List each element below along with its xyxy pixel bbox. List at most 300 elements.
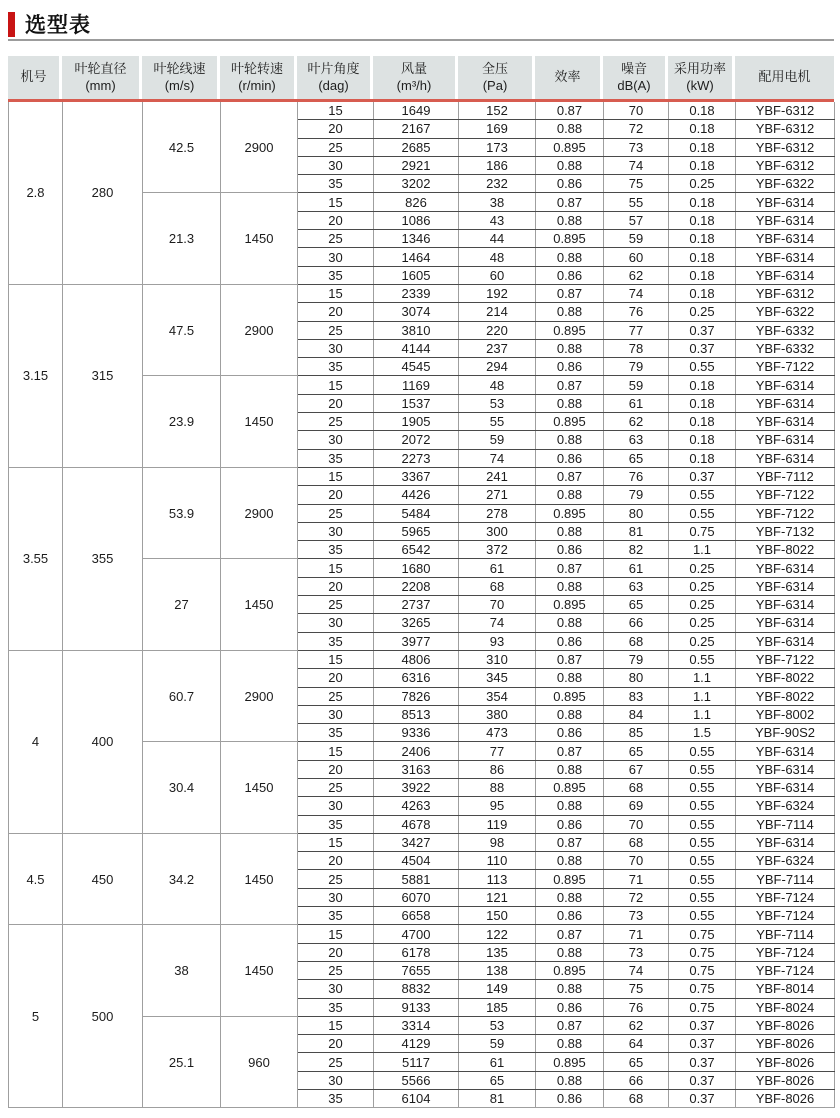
power-cell: 0.25 [669,614,736,632]
blade-angle-cell: 20 [298,943,374,961]
total-pressure-cell: 55 [459,413,536,431]
efficiency-cell: 0.88 [536,339,604,357]
power-cell: 0.18 [669,156,736,174]
noise-cell: 75 [604,980,669,998]
impeller-line-speed-cell: 27 [143,559,221,650]
total-pressure-cell: 53 [459,1016,536,1034]
air-flow-cell: 4806 [374,650,459,668]
air-flow-cell: 5117 [374,1053,459,1071]
efficiency-cell: 0.87 [536,193,604,211]
blade-angle-cell: 25 [298,687,374,705]
total-pressure-cell: 74 [459,614,536,632]
total-pressure-cell: 70 [459,596,536,614]
motor-cell: YBF-7122 [736,358,835,376]
power-cell: 0.37 [669,321,736,339]
table-row [9,284,835,302]
blade-angle-cell: 30 [298,248,374,266]
blade-angle-cell: 30 [298,1071,374,1089]
noise-cell: 72 [604,888,669,906]
power-cell: 1.1 [669,669,736,687]
motor-cell: YBF-7124 [736,888,835,906]
blade-angle-cell: 20 [298,211,374,229]
motor-cell: YBF-6314 [736,230,835,248]
impeller-diameter-cell: 450 [63,833,143,924]
power-cell: 0.25 [669,577,736,595]
blade-angle-cell: 20 [298,394,374,412]
motor-cell: YBF-90S2 [736,724,835,742]
motor-cell: YBF-6322 [736,303,835,321]
selection-table [8,56,834,1108]
total-pressure-cell: 214 [459,303,536,321]
power-cell: 0.25 [669,559,736,577]
efficiency-cell: 0.88 [536,156,604,174]
total-pressure-cell: 48 [459,376,536,394]
efficiency-cell: 0.88 [536,211,604,229]
efficiency-cell: 0.88 [536,120,604,138]
efficiency-cell: 0.88 [536,431,604,449]
motor-cell: YBF-6314 [736,760,835,778]
noise-cell: 80 [604,669,669,687]
noise-cell: 68 [604,778,669,796]
blade-angle-cell: 25 [298,870,374,888]
blade-angle-cell: 35 [298,1090,374,1108]
motor-cell: YBF-8024 [736,998,835,1016]
impeller-rpm-cell: 1450 [221,376,298,467]
motor-cell: YBF-8022 [736,541,835,559]
power-cell: 0.55 [669,504,736,522]
air-flow-cell: 9133 [374,998,459,1016]
air-flow-cell: 8513 [374,705,459,723]
efficiency-cell: 0.87 [536,376,604,394]
air-flow-cell: 6104 [374,1090,459,1108]
column-header-label: 效率 [554,69,581,85]
motor-cell: YBF-6312 [736,102,835,120]
total-pressure-cell: 119 [459,815,536,833]
title-underline [8,39,834,41]
air-flow-cell: 4263 [374,797,459,815]
power-cell: 0.55 [669,833,736,851]
motor-cell: YBF-6314 [736,577,835,595]
impeller-line-speed-cell: 38 [143,925,221,1016]
column-header-impeller-line-speed [142,56,220,99]
blade-angle-cell: 15 [298,193,374,211]
power-cell: 0.18 [669,102,736,120]
impeller-line-speed-cell: 23.9 [143,376,221,467]
table-header-row [8,56,834,99]
column-header-power [668,56,735,99]
blade-angle-cell: 20 [298,852,374,870]
blade-angle-cell: 20 [298,120,374,138]
efficiency-cell: 0.88 [536,888,604,906]
column-header-machine-no [8,56,62,99]
total-pressure-cell: 185 [459,998,536,1016]
motor-cell: YBF-6332 [736,339,835,357]
motor-cell: YBF-8022 [736,687,835,705]
air-flow-cell: 4144 [374,339,459,357]
efficiency-cell: 0.88 [536,1035,604,1053]
power-cell: 0.75 [669,961,736,979]
noise-cell: 68 [604,1090,669,1108]
total-pressure-cell: 43 [459,211,536,229]
noise-cell: 78 [604,339,669,357]
efficiency-cell: 0.87 [536,102,604,120]
air-flow-cell: 4129 [374,1035,459,1053]
total-pressure-cell: 278 [459,504,536,522]
efficiency-cell: 0.88 [536,577,604,595]
motor-cell: YBF-8002 [736,705,835,723]
air-flow-cell: 7655 [374,961,459,979]
noise-cell: 65 [604,1053,669,1071]
air-flow-cell: 1464 [374,248,459,266]
power-cell: 1.1 [669,687,736,705]
efficiency-cell: 0.86 [536,449,604,467]
motor-cell: YBF-6312 [736,156,835,174]
total-pressure-cell: 59 [459,1035,536,1053]
power-cell: 0.55 [669,486,736,504]
impeller-diameter-cell: 500 [63,925,143,1108]
efficiency-cell: 0.895 [536,870,604,888]
efficiency-cell: 0.88 [536,669,604,687]
efficiency-cell: 0.87 [536,559,604,577]
noise-cell: 66 [604,614,669,632]
power-cell: 0.55 [669,778,736,796]
air-flow-cell: 2208 [374,577,459,595]
air-flow-cell: 1649 [374,102,459,120]
noise-cell: 61 [604,559,669,577]
column-header-unit: (Pa) [482,77,508,93]
impeller-line-speed-cell: 47.5 [143,284,221,375]
air-flow-cell: 4504 [374,852,459,870]
column-header-label: 风量 [400,61,427,77]
column-header-efficiency [535,56,603,99]
column-header-unit: (kW) [686,77,714,93]
blade-angle-cell: 30 [298,614,374,632]
motor-cell: YBF-8026 [736,1053,835,1071]
machine-no-cell: 3.55 [9,467,63,650]
impeller-rpm-cell: 2900 [221,284,298,375]
blade-angle-cell: 35 [298,998,374,1016]
efficiency-cell: 0.88 [536,614,604,632]
motor-cell: YBF-6314 [736,431,835,449]
table-row [9,833,835,851]
power-cell: 0.25 [669,596,736,614]
efficiency-cell: 0.86 [536,632,604,650]
blade-angle-cell: 15 [298,925,374,943]
noise-cell: 79 [604,358,669,376]
total-pressure-cell: 135 [459,943,536,961]
efficiency-cell: 0.86 [536,175,604,193]
efficiency-cell: 0.87 [536,742,604,760]
noise-cell: 76 [604,303,669,321]
air-flow-cell: 2685 [374,138,459,156]
total-pressure-cell: 372 [459,541,536,559]
noise-cell: 70 [604,102,669,120]
blade-angle-cell: 15 [298,559,374,577]
air-flow-cell: 6316 [374,669,459,687]
noise-cell: 68 [604,833,669,851]
total-pressure-cell: 65 [459,1071,536,1089]
impeller-rpm-cell: 2900 [221,102,298,193]
power-cell: 0.18 [669,394,736,412]
motor-cell: YBF-6314 [736,778,835,796]
motor-cell: YBF-6314 [736,833,835,851]
noise-cell: 79 [604,650,669,668]
air-flow-cell: 5484 [374,504,459,522]
power-cell: 0.55 [669,760,736,778]
efficiency-cell: 0.895 [536,321,604,339]
total-pressure-cell: 149 [459,980,536,998]
total-pressure-cell: 77 [459,742,536,760]
noise-cell: 71 [604,870,669,888]
blade-angle-cell: 35 [298,632,374,650]
power-cell: 0.18 [669,138,736,156]
blade-angle-cell: 25 [298,596,374,614]
blade-angle-cell: 35 [298,541,374,559]
column-header-label: 配用电机 [758,69,811,85]
total-pressure-cell: 60 [459,266,536,284]
total-pressure-cell: 44 [459,230,536,248]
impeller-diameter-cell: 355 [63,467,143,650]
total-pressure-cell: 173 [459,138,536,156]
air-flow-cell: 3074 [374,303,459,321]
efficiency-cell: 0.86 [536,1090,604,1108]
machine-no-cell: 4 [9,650,63,833]
efficiency-cell: 0.895 [536,230,604,248]
total-pressure-cell: 241 [459,467,536,485]
efficiency-cell: 0.88 [536,705,604,723]
air-flow-cell: 1086 [374,211,459,229]
machine-no-cell: 2.8 [9,102,63,284]
efficiency-cell: 0.88 [536,1071,604,1089]
impeller-line-speed-cell: 30.4 [143,742,221,833]
total-pressure-cell: 345 [459,669,536,687]
blade-angle-cell: 15 [298,1016,374,1034]
air-flow-cell: 1680 [374,559,459,577]
table-row [9,467,835,485]
motor-cell: YBF-6332 [736,321,835,339]
impeller-rpm-cell: 1450 [221,742,298,833]
air-flow-cell: 3427 [374,833,459,851]
column-header-label: 叶轮转速 [230,61,283,77]
power-cell: 0.18 [669,266,736,284]
column-header-label: 叶片角度 [307,61,360,77]
blade-angle-cell: 35 [298,175,374,193]
impeller-rpm-cell: 2900 [221,467,298,558]
efficiency-cell: 0.88 [536,760,604,778]
air-flow-cell: 3314 [374,1016,459,1034]
noise-cell: 74 [604,284,669,302]
air-flow-cell: 6178 [374,943,459,961]
noise-cell: 65 [604,596,669,614]
impeller-diameter-cell: 315 [63,284,143,467]
power-cell: 0.55 [669,358,736,376]
total-pressure-cell: 271 [459,486,536,504]
noise-cell: 83 [604,687,669,705]
blade-angle-cell: 30 [298,156,374,174]
noise-cell: 57 [604,211,669,229]
noise-cell: 63 [604,431,669,449]
impeller-line-speed-cell: 34.2 [143,833,221,924]
air-flow-cell: 9336 [374,724,459,742]
noise-cell: 68 [604,632,669,650]
impeller-rpm-cell: 1450 [221,559,298,650]
air-flow-cell: 7826 [374,687,459,705]
efficiency-cell: 0.86 [536,998,604,1016]
machine-no-cell: 4.5 [9,833,63,924]
air-flow-cell: 3977 [374,632,459,650]
blade-angle-cell: 35 [298,449,374,467]
impeller-diameter-cell: 400 [63,650,143,833]
air-flow-cell: 6070 [374,888,459,906]
impeller-line-speed-cell: 60.7 [143,650,221,741]
noise-cell: 74 [604,961,669,979]
total-pressure-cell: 53 [459,394,536,412]
power-cell: 0.18 [669,193,736,211]
motor-cell: YBF-6314 [736,193,835,211]
column-header-label: 叶轮直径 [74,61,127,77]
motor-cell: YBF-6324 [736,852,835,870]
noise-cell: 65 [604,449,669,467]
efficiency-cell: 0.86 [536,358,604,376]
motor-cell: YBF-6314 [736,742,835,760]
air-flow-cell: 5965 [374,522,459,540]
power-cell: 0.75 [669,998,736,1016]
noise-cell: 81 [604,522,669,540]
efficiency-cell: 0.88 [536,797,604,815]
total-pressure-cell: 310 [459,650,536,668]
power-cell: 0.25 [669,175,736,193]
power-cell: 0.55 [669,888,736,906]
blade-angle-cell: 15 [298,467,374,485]
power-cell: 1.5 [669,724,736,742]
air-flow-cell: 3163 [374,760,459,778]
efficiency-cell: 0.87 [536,925,604,943]
machine-no-cell: 3.15 [9,284,63,467]
total-pressure-cell: 186 [459,156,536,174]
efficiency-cell: 0.86 [536,907,604,925]
motor-cell: YBF-6314 [736,632,835,650]
power-cell: 0.75 [669,943,736,961]
air-flow-cell: 2921 [374,156,459,174]
blade-angle-cell: 30 [298,705,374,723]
motor-cell: YBF-6314 [736,614,835,632]
column-header-motor [735,56,834,99]
power-cell: 0.18 [669,248,736,266]
power-cell: 0.37 [669,1035,736,1053]
efficiency-cell: 0.88 [536,943,604,961]
power-cell: 0.37 [669,1090,736,1108]
air-flow-cell: 4678 [374,815,459,833]
column-header-label: 噪音 [620,61,647,77]
air-flow-cell: 2737 [374,596,459,614]
column-header-unit: dB(A) [617,77,651,93]
blade-angle-cell: 35 [298,358,374,376]
air-flow-cell: 2339 [374,284,459,302]
motor-cell: YBF-6312 [736,138,835,156]
blade-angle-cell: 15 [298,833,374,851]
motor-cell: YBF-7132 [736,522,835,540]
air-flow-cell: 1346 [374,230,459,248]
blade-angle-cell: 25 [298,413,374,431]
title-accent-bar [8,12,15,37]
total-pressure-cell: 354 [459,687,536,705]
page-title [8,10,91,38]
blade-angle-cell: 15 [298,376,374,394]
noise-cell: 69 [604,797,669,815]
table-row [9,925,835,943]
noise-cell: 59 [604,230,669,248]
noise-cell: 73 [604,907,669,925]
motor-cell: YBF-7122 [736,650,835,668]
air-flow-cell: 3810 [374,321,459,339]
noise-cell: 74 [604,156,669,174]
power-cell: 0.18 [669,413,736,431]
power-cell: 0.75 [669,980,736,998]
impeller-rpm-cell: 1450 [221,833,298,924]
page-title-text: 选型表 [25,14,91,37]
blade-angle-cell: 25 [298,321,374,339]
blade-angle-cell: 35 [298,266,374,284]
total-pressure-cell: 88 [459,778,536,796]
total-pressure-cell: 110 [459,852,536,870]
power-cell: 0.18 [669,120,736,138]
air-flow-cell: 2406 [374,742,459,760]
air-flow-cell: 3922 [374,778,459,796]
noise-cell: 59 [604,376,669,394]
blade-angle-cell: 25 [298,961,374,979]
total-pressure-cell: 61 [459,559,536,577]
air-flow-cell: 6542 [374,541,459,559]
power-cell: 0.37 [669,1071,736,1089]
efficiency-cell: 0.87 [536,650,604,668]
total-pressure-cell: 138 [459,961,536,979]
power-cell: 0.55 [669,870,736,888]
noise-cell: 71 [604,925,669,943]
motor-cell: YBF-6314 [736,596,835,614]
air-flow-cell: 1537 [374,394,459,412]
power-cell: 0.18 [669,449,736,467]
noise-cell: 70 [604,815,669,833]
motor-cell: YBF-8014 [736,980,835,998]
motor-cell: YBF-7112 [736,467,835,485]
motor-cell: YBF-6314 [736,248,835,266]
total-pressure-cell: 300 [459,522,536,540]
motor-cell: YBF-6314 [736,211,835,229]
total-pressure-cell: 232 [459,175,536,193]
column-header-noise [603,56,668,99]
column-header-impeller-diameter [62,56,142,99]
air-flow-cell: 1605 [374,266,459,284]
blade-angle-cell: 25 [298,230,374,248]
blade-angle-cell: 30 [298,522,374,540]
efficiency-cell: 0.87 [536,284,604,302]
air-flow-cell: 1905 [374,413,459,431]
noise-cell: 80 [604,504,669,522]
blade-angle-cell: 20 [298,577,374,595]
total-pressure-cell: 121 [459,888,536,906]
air-flow-cell: 4700 [374,925,459,943]
motor-cell: YBF-6314 [736,266,835,284]
noise-cell: 77 [604,321,669,339]
noise-cell: 75 [604,175,669,193]
air-flow-cell: 8832 [374,980,459,998]
column-header-label: 全压 [481,61,508,77]
noise-cell: 62 [604,413,669,431]
air-flow-cell: 4426 [374,486,459,504]
column-header-unit: (m/s) [164,77,195,93]
power-cell: 0.18 [669,431,736,449]
total-pressure-cell: 48 [459,248,536,266]
